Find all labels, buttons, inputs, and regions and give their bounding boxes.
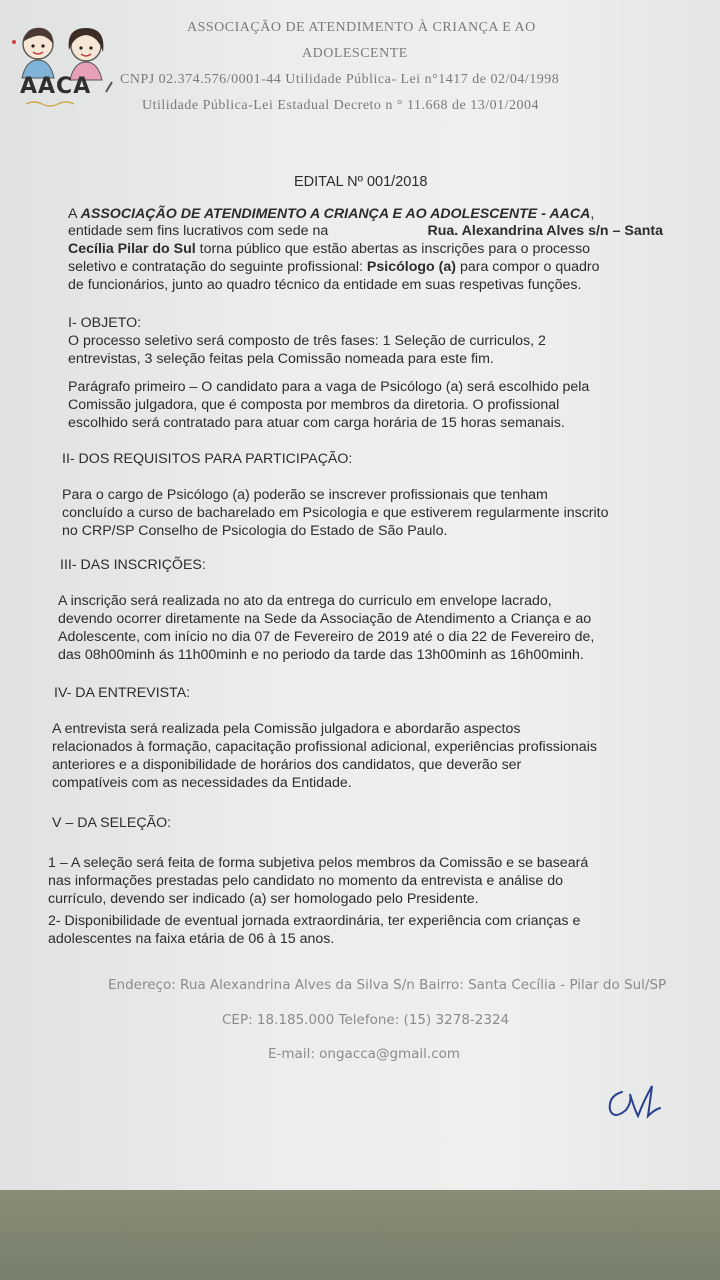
section-5-para-line: nas informações prestadas pelo candidato no momento da entrevista e análise do [48,873,564,889]
org-name-emphasis: ASSOCIAÇÃO DE ATENDIMENTO A CRIANÇA E AO ADOLESCENTE - AACA [80,206,591,222]
intro-line-5: de funcionários, junto ao quadro técnico da entidade em suas respetivas funções. [68,277,582,293]
section-4-para-line: A entrevista será realizada pela Comissão julgadora e abordarão aspectos [52,721,521,737]
intro-comma: , [590,206,595,222]
header-cnpj: CNPJ 02.374.576/0001-44 Utilidade Pública- Lei n°1417 de 02/04/1998 [120,72,560,87]
intro-address: Rua. Alexandrina Alves s/n – Santa [427,223,663,239]
section-5-para-line: adolescentes na faixa etária de 06 à 15 anos. [48,931,335,947]
intro-prefix: A [68,206,81,222]
header-org-name-line2: ADOLESCENTE [302,46,408,61]
section-4-heading: IV- DA ENTREVISTA: [54,685,191,701]
intro-position: Psicólogo (a) [366,259,456,275]
section-3-para-line: das 08h00minh ás 11h00minh e no periodo da tarde das 13h00minh as 16h00minh. [58,647,584,663]
section-4-para-line: anteriores e a disponibilidade de horários dos candidatos, que deverão ser [52,757,522,773]
intro-neighborhood: Cecília Pilar do Sul [68,241,196,257]
section-1-heading: I- OBJETO: [68,315,142,331]
section-2-para-line: no CRP/SP Conselho de Psicologia do Estado de São Paulo. [62,523,448,539]
handwritten-signature [604,1080,664,1124]
section-3-para-line: devendo ocorrer diretamente na Sede da Associação de Atendimento a Criança e ao [58,611,592,627]
section-2-para-line: concluído a curso de bacharelado em Psicologia e que estiverem regularmente inscrito [62,505,609,521]
section-3-heading: III- DAS INSCRIÇÕES: [60,557,206,573]
section-4-para-line: relacionados à formação, capacitação profissional adicional, experiências profissionais [52,739,597,755]
logo-text: AACA [20,74,92,99]
intro-l4-end: para compor o quadro [456,259,600,275]
section-4-para-line: compatíveis com as necessidades da Entidade. [52,775,352,791]
header-decree: Utilidade Pública-Lei Estadual Decreto n ° 11.668 de 13/01/2004 [142,98,539,113]
document-title: EDITAL Nº 001/2018 [294,174,428,190]
section-1-para-2-line: Comissão julgadora, que é composta por membros da diretoria. O profissional [68,397,560,413]
section-1-para-2-line: Parágrafo primeiro – O candidato para a vaga de Psicólogo (a) será escolhido pela [68,379,590,395]
section-2-para-line: Para o cargo de Psicólogo (a) poderão se inscrever profissionais que tenham [62,487,548,503]
intro-l2-text: entidade sem fins lucrativos com sede na [68,223,333,239]
intro-l3-text: torna público que estão abertas as inscrições para o processo [195,241,591,257]
section-1-para-1-line: entrevistas, 3 seleção feitas pela Comissão nomeada para este fim. [68,351,494,367]
intro-line-2 [68,222,663,240]
intro-l4-text: seletivo e contratação do seguinte profissional: [68,259,367,275]
section-1-para-1-line: O processo seletivo será composto de três fases: 1 Seleção de curriculos, 2 [68,333,546,349]
footer-cep-phone: CEP: 18.185.000 Telefone: (15) 3278-2324 [222,1012,510,1028]
footer-email: E-mail: ongacca@gmail.com [268,1046,461,1062]
aaca-logo [6,22,118,110]
intro-line-4 [68,258,600,276]
section-3-para-line: Adolescente, com início no dia 07 de Fevereiro de 2019 até o dia 22 de Fevereiro de, [58,629,595,645]
footer-address: Endereço: Rua Alexandrina Alves da Silva S/n Bairro: Santa Cecília - Pilar do Sul/SP [108,977,667,993]
intro-line-3 [68,240,590,258]
section-3-para-line: A inscrição será realizada no ato da entrega do curriculo em envelope lacrado, [58,593,552,609]
section-2-heading: II- DOS REQUISITOS PARA PARTICIPAÇÃO: [62,451,353,467]
intro-line-1 [68,205,594,223]
section-5-para-line: 1 – A seleção será feita de forma subjetiva pelos membros da Comissão e se baseará [48,855,589,871]
background-surface [0,1190,720,1280]
section-1-para-2-line: escolhido será contratado para atuar com carga horária de 15 horas semanais. [68,415,565,431]
section-5-para-line: currículo, devendo ser indicado (a) ser homologado pelo Presidente. [48,891,479,907]
section-5-para-line: 2- Disponibilidade de eventual jornada extraordinária, ter experiência com crianças e [48,913,581,929]
header-org-name-line1: ASSOCIAÇÃO DE ATENDIMENTO À CRIANÇA E AO [187,20,536,35]
section-5-heading: V – DA SELEÇÃO: [52,815,172,831]
